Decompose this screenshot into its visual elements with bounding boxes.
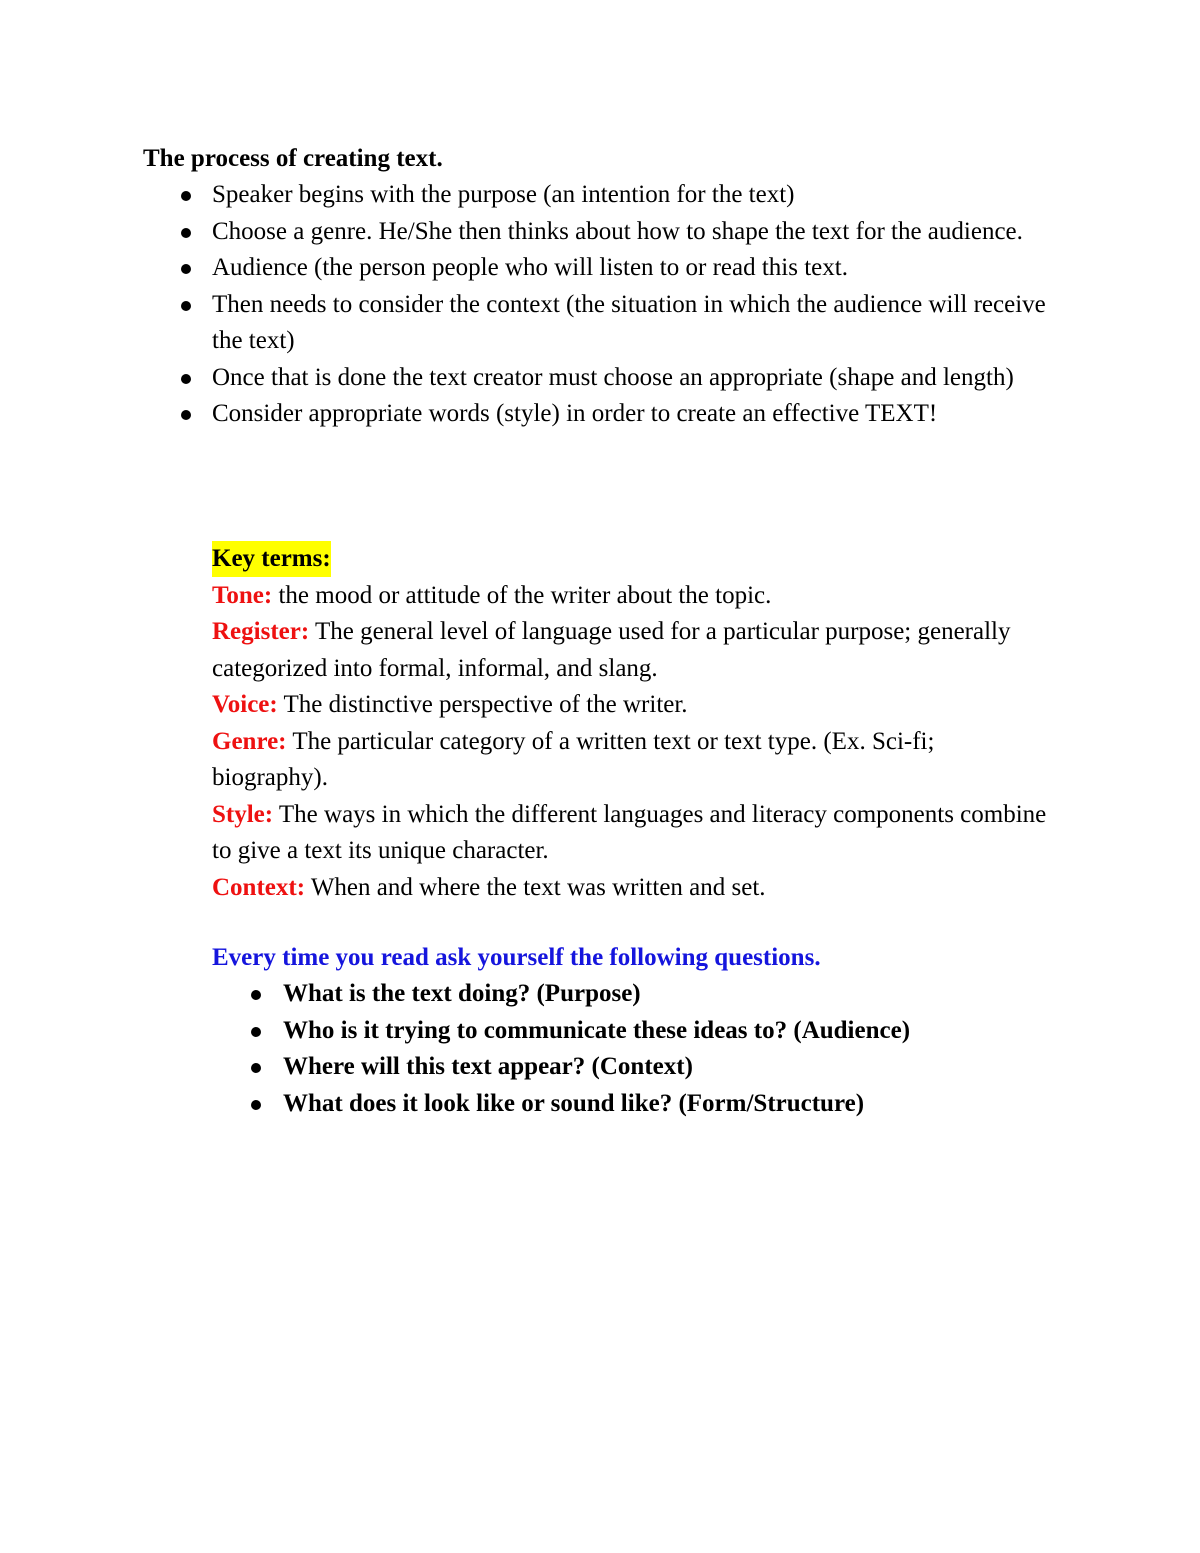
list-item-text: Once that is done the text creator must choose an appropriate (shape and length) xyxy=(212,363,1014,391)
process-steps-list xyxy=(0,177,1052,433)
term-label: Voice: xyxy=(212,691,278,718)
list-item xyxy=(0,976,1083,1013)
term-definition: When and where the text was written and set. xyxy=(305,873,766,901)
term-definition: The particular category of a written text or text type. (Ex. Sci-fi; biography). xyxy=(212,727,935,791)
term-voice xyxy=(212,687,1052,724)
term-context xyxy=(212,870,1052,907)
list-item xyxy=(0,360,1052,397)
list-item-text: Choose a genre. He/She then thinks about how to shape the text for the audience. xyxy=(212,217,1023,245)
questions-title: Every time you read ask yourself the following questions. xyxy=(212,944,821,971)
list-item-text: Speaker begins with the purpose (an intention for the text) xyxy=(212,181,795,208)
term-genre xyxy=(212,724,1052,797)
page-heading: The process of creating text. xyxy=(143,145,443,172)
term-definition: the mood or attitude of the writer about the topic. xyxy=(272,581,772,609)
list-item-text: Audience (the person people who will listen to or read this text. xyxy=(212,254,848,281)
list-item-text: Where will this text appear? (Context) xyxy=(283,1053,693,1081)
list-item xyxy=(0,214,1052,251)
bullet-icon xyxy=(251,990,261,1000)
list-item-text: What does it look like or sound like? (Form/Structure) xyxy=(283,1090,865,1118)
term-style xyxy=(212,797,1052,870)
questions-list xyxy=(0,976,1083,1123)
list-item-text: Who is it trying to communicate these ideas to? (Audience) xyxy=(283,1016,911,1044)
bullet-icon xyxy=(251,1100,261,1110)
term-definition: The general level of language used for a particular purpose; generally categorized into formal, informal, and slang. xyxy=(212,618,1011,682)
bullet-icon xyxy=(181,191,191,201)
term-label: Context: xyxy=(212,873,306,901)
term-definition: The ways in which the different languages and literacy components combine to give a text its unique character. xyxy=(212,800,1047,864)
list-item xyxy=(0,396,1052,433)
bullet-icon xyxy=(251,1027,261,1037)
list-item xyxy=(0,287,1052,360)
list-item xyxy=(0,1049,1083,1086)
list-item-text: Then needs to consider the context (the situation in which the audience will receive the text) xyxy=(212,290,1046,354)
bullet-icon xyxy=(181,301,191,311)
list-item-text: What is the text doing? (Purpose) xyxy=(283,980,641,1007)
term-label: Style: xyxy=(212,800,274,828)
bullet-icon xyxy=(181,264,191,274)
term-tone xyxy=(212,578,1052,615)
bullet-icon xyxy=(181,228,191,238)
term-definition: The distinctive perspective of the writer. xyxy=(277,691,688,718)
list-item xyxy=(0,1086,1083,1123)
bullet-icon xyxy=(181,410,191,420)
list-item xyxy=(0,250,1052,287)
list-item xyxy=(0,177,1052,214)
bullet-icon xyxy=(181,374,191,384)
list-item xyxy=(0,1013,1083,1050)
term-label: Tone: xyxy=(212,581,273,609)
bullet-icon xyxy=(251,1063,261,1073)
term-label: Register: xyxy=(212,618,310,645)
list-item-text: Consider appropriate words (style) in order to create an effective TEXT! xyxy=(212,400,938,427)
term-label: Genre: xyxy=(212,727,287,755)
term-register xyxy=(212,614,1052,687)
key-terms-title: Key terms: xyxy=(212,541,331,577)
key-terms-section xyxy=(212,541,1052,906)
